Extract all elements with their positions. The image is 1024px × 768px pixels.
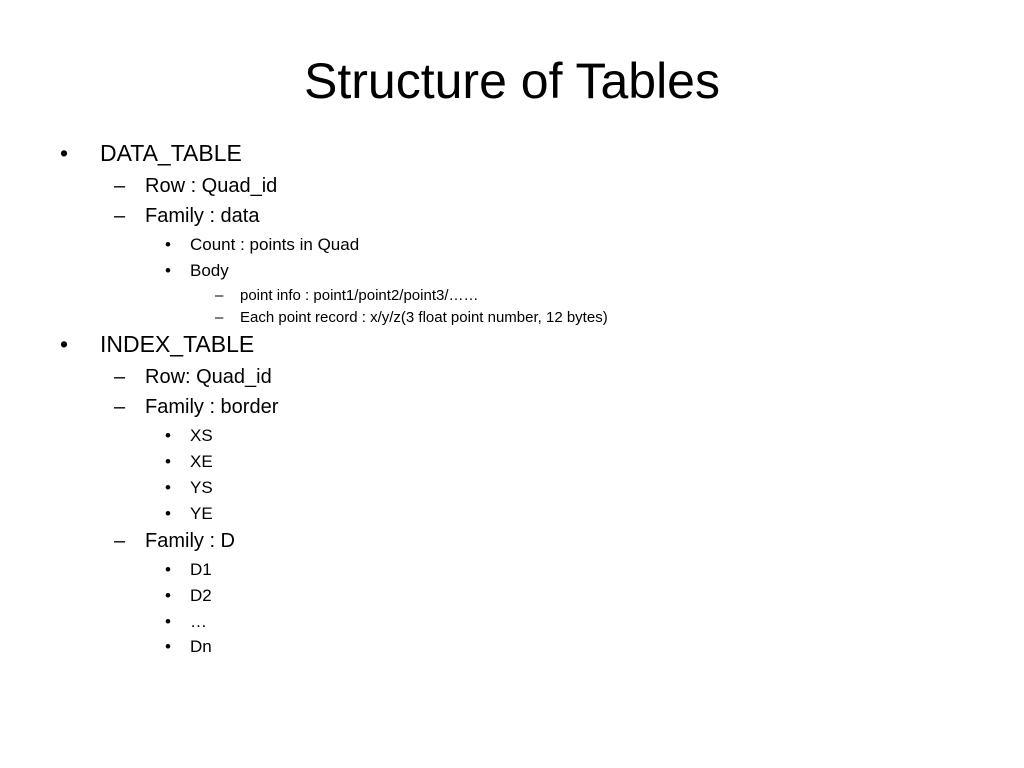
bullet-icon: • — [165, 426, 171, 445]
bullet-icon: • — [165, 560, 171, 579]
bullet-icon: • — [165, 637, 171, 656]
outline-item-text: D1 — [190, 560, 212, 579]
outline-item-text: XS — [190, 426, 213, 445]
dash-icon: – — [114, 175, 126, 197]
outline-item-text: Row : Quad_id — [145, 175, 278, 197]
bullet-icon: • — [165, 261, 171, 280]
outline-item-text: YE — [190, 504, 213, 523]
outline-item-text: Dn — [190, 637, 212, 656]
outline-item-text: … — [190, 612, 207, 631]
outline-item-text: Each point record : x/y/z(3 float point number, 12 bytes) — [240, 309, 608, 326]
dash-icon: – — [215, 287, 224, 304]
bullet-icon: • — [165, 235, 171, 254]
outline-item-text: D2 — [190, 586, 212, 605]
bullet-icon: • — [165, 478, 171, 497]
slide-title: Structure of Tables — [304, 53, 720, 109]
bullet-icon: • — [165, 612, 171, 631]
outline-item-text: Count : points in Quad — [190, 235, 360, 254]
outline-item-text: Body — [190, 261, 229, 280]
dash-icon: – — [114, 205, 126, 227]
outline-item-text: YS — [190, 478, 213, 497]
outline-item-text: point info : point1/point2/point3/…… — [240, 287, 479, 304]
dash-icon: – — [114, 366, 126, 388]
bullet-icon: • — [60, 140, 69, 166]
outline-item-text: Family : D — [145, 530, 235, 552]
dash-icon: – — [215, 309, 224, 326]
bullet-icon: • — [165, 452, 171, 471]
dash-icon: – — [114, 396, 126, 418]
outline-item-text: Family : border — [145, 396, 279, 418]
bullet-icon: • — [165, 504, 171, 523]
outline-item-text: INDEX_TABLE — [100, 331, 255, 357]
dash-icon: – — [114, 530, 126, 552]
bullet-icon: • — [165, 586, 171, 605]
bullet-icon: • — [60, 331, 69, 357]
outline-item-text: XE — [190, 452, 213, 471]
outline-item-text: Row: Quad_id — [145, 366, 272, 388]
outline-item-text: DATA_TABLE — [100, 140, 242, 166]
outline-item-text: Family : data — [145, 205, 260, 227]
